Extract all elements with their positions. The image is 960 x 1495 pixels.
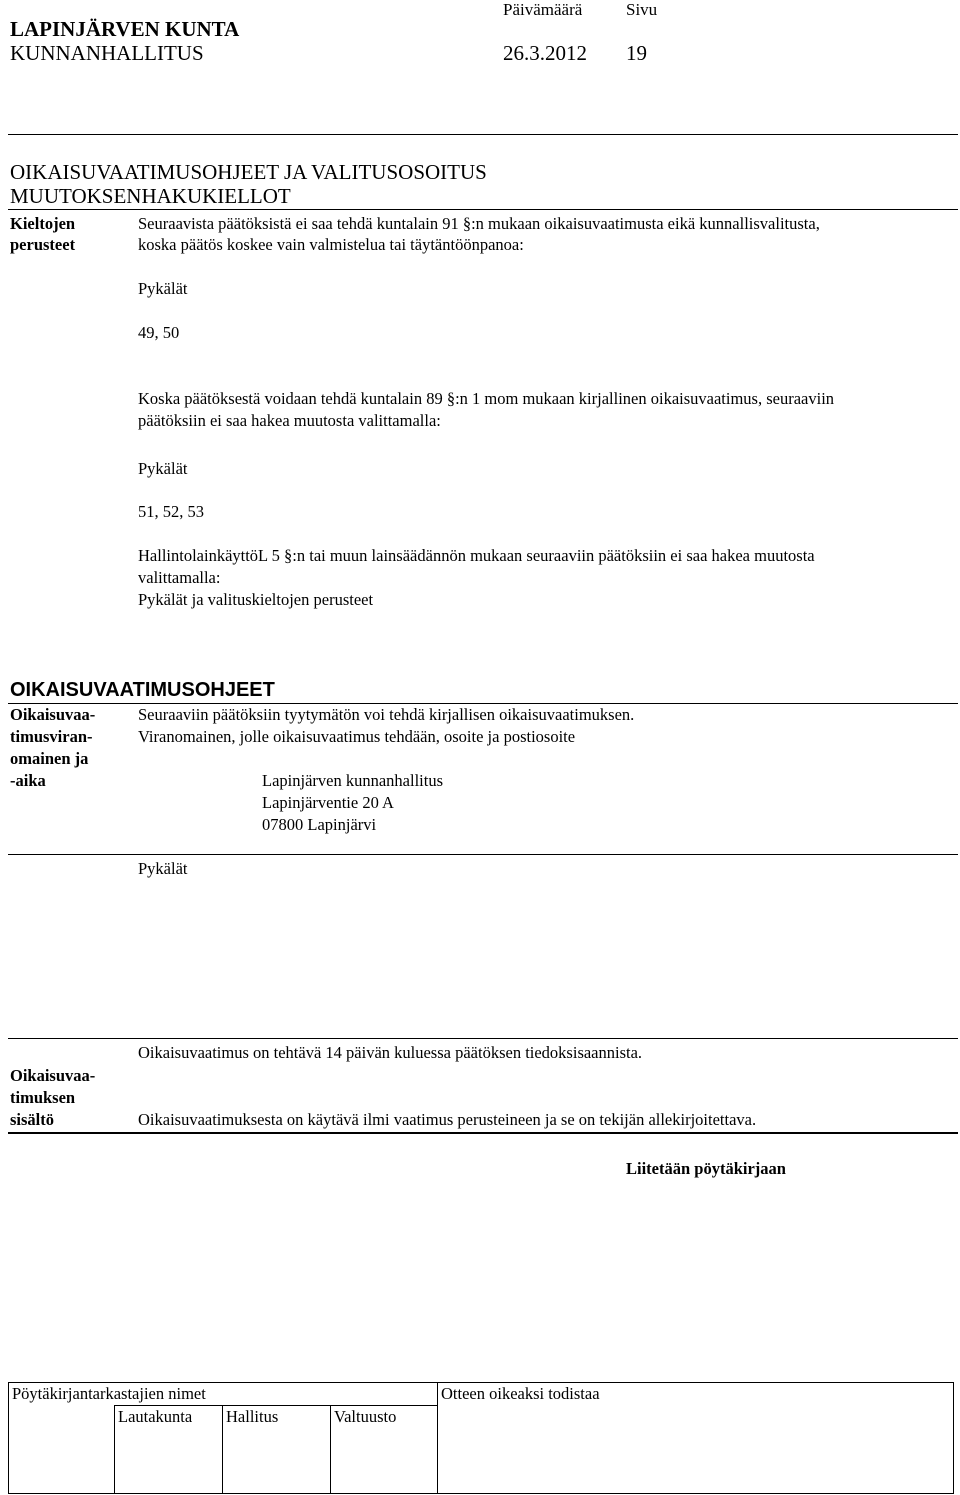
kiellot-text-3b: valittamalla: <box>138 568 221 587</box>
kiellot-text-3c: Pykälät ja valituskieltojen perusteet <box>138 590 374 609</box>
ohjeet-label-2: timusviran- <box>10 727 93 746</box>
meeting-date: 26.3.2012 <box>503 41 587 65</box>
ohjeet-text-2: Viranomainen, jolle oikaisuvaatimus tehdään, osoite ja postiosoite <box>138 727 576 746</box>
footer-row-divider <box>114 1405 437 1406</box>
kiellot-text-1b: koska päätös koskee vain valmistelua tai täytäntöönpanoa: <box>138 235 524 254</box>
date-label: Päivämäärä <box>503 0 583 19</box>
sisalto-label-2: timuksen <box>10 1088 76 1107</box>
sisalto-text-2: Oikaisuvaatimuksesta on käytävä ilmi vaatimus perusteineen ja se on tekijän allekirjoitettava. <box>138 1110 757 1129</box>
sisalto-label-3: sisältö <box>10 1110 55 1129</box>
header-divider <box>8 134 958 135</box>
pykalat-label-3: Pykälät <box>138 859 188 878</box>
section-subtitle: MUUTOKSENHAKUKIELLOT <box>10 184 291 208</box>
footer-column-divider <box>437 1382 438 1494</box>
kiellot-text-2b: päätöksiin ei saa hakea muutosta valittamalla: <box>138 411 441 430</box>
kiellot-text-3a: HallintolainkäyttöL 5 §:n tai muun lainsäädännön mukaan seuraaviin päätöksiin ei saa hakea muutosta <box>138 546 815 565</box>
address-divider <box>8 854 958 855</box>
org-name: LAPINJÄRVEN KUNTA <box>10 17 240 41</box>
footer-hallitus-label: Hallitus <box>226 1407 279 1426</box>
attachment-note: Liitetään pöytäkirjaan <box>626 1159 786 1178</box>
sisalto-label-1: Oikaisuvaa- <box>10 1066 96 1085</box>
sisalto-divider-top <box>8 1038 958 1039</box>
address-line-3: 07800 Lapinjärvi <box>262 815 377 834</box>
pykalat-label-1: Pykälät <box>138 279 188 298</box>
pykalat-values-1: 49, 50 <box>138 323 180 342</box>
kiellot-text-2a: Koska päätöksestä voidaan tehdä kuntalain 89 §:n 1 mom mukaan kirjallinen oikaisuvaatimus, seuraaviin <box>138 389 835 408</box>
sisalto-text-1: Oikaisuvaatimus on tehtävä 14 päivän kuluessa päätöksen tiedoksisaannista. <box>138 1043 643 1062</box>
footer-cell-divider-2 <box>222 1405 223 1494</box>
footer-cell-divider-1 <box>114 1405 115 1494</box>
ohjeet-label-1: Oikaisuvaa- <box>10 705 96 724</box>
kiellot-text-1a: Seuraavista päätöksistä ei saa tehdä kuntalain 91 §:n mukaan oikaisuvaatimusta eikä kunnallisvalitusta, <box>138 214 820 233</box>
footer-valtuusto-label: Valtuusto <box>334 1407 397 1426</box>
footer-cell-divider-3 <box>330 1405 331 1494</box>
ohjeet-text-1: Seuraaviin päätöksiin tyytymätön voi tehdä kirjallisen oikaisuvaatimuksen. <box>138 705 635 724</box>
page-label: Sivu <box>626 0 658 19</box>
ohjeet-label-4: -aika <box>10 771 46 790</box>
footer-otteen-label: Otteen oikeaksi todistaa <box>441 1384 600 1403</box>
title-divider <box>8 209 958 210</box>
kiellot-label-1: Kieltojen <box>10 214 76 233</box>
ohjeet-divider <box>8 703 958 704</box>
address-line-1: Lapinjärven kunnanhallitus <box>262 771 443 790</box>
pykalat-label-2: Pykälät <box>138 459 188 478</box>
body-name: KUNNANHALLITUS <box>10 41 204 65</box>
pykalat-values-2: 51, 52, 53 <box>138 502 204 521</box>
section-title: OIKAISUVAATIMUSOHJEET JA VALITUSOSOITUS <box>10 160 487 184</box>
sisalto-divider-bottom <box>8 1132 958 1134</box>
address-line-2: Lapinjärventie 20 A <box>262 793 394 812</box>
ohjeet-label-3: omainen ja <box>10 749 89 768</box>
footer-lautakunta-label: Lautakunta <box>118 1407 193 1426</box>
page-number: 19 <box>626 41 647 65</box>
ohjeet-heading: OIKAISUVAATIMUSOHJEET <box>10 679 275 701</box>
footer-tarkastajat-label: Pöytäkirjantarkastajien nimet <box>12 1384 206 1403</box>
kiellot-label-2: perusteet <box>10 235 76 254</box>
